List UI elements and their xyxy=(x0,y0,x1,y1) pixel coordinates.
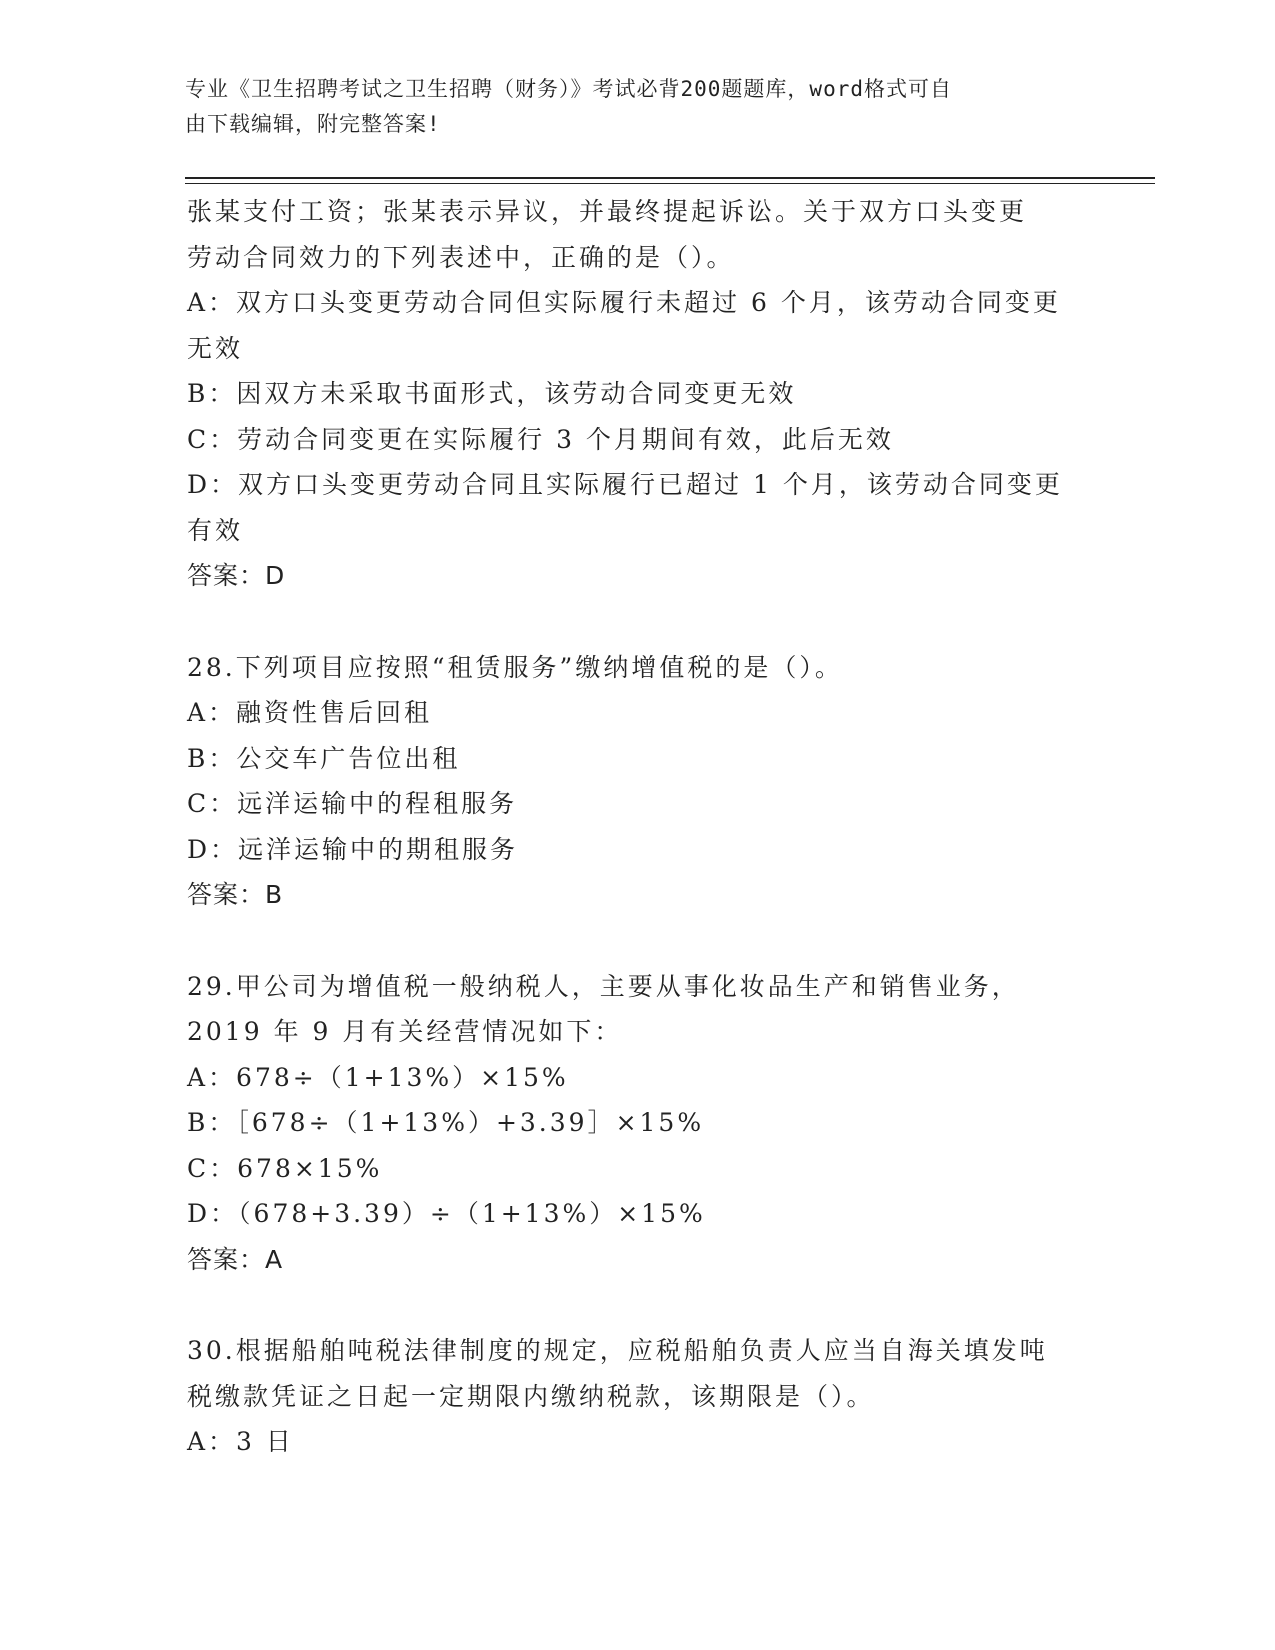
option-b: B：公交车广告位出租 xyxy=(187,743,461,773)
option-a: 无效 xyxy=(187,333,244,363)
answer: 答案：D xyxy=(187,561,286,590)
answer: 答案：A xyxy=(187,1244,284,1274)
question-stem: 2019 年 9 月有关经营情况如下： xyxy=(187,1017,623,1046)
option-c: C：678×15% xyxy=(187,1153,383,1183)
option-c: C：劳动合同变更在实际履行 3 个月期间有效，此后无效 xyxy=(187,424,894,454)
option-a: A：融资性售后回租 xyxy=(187,698,433,727)
header-line-1: 专业《卫生招聘考试之卫生招聘（财务）》考试必背200题题库，word格式可自 xyxy=(185,77,952,101)
option-a: A：678÷（1+13%）×15% xyxy=(187,1062,569,1092)
question-27 xyxy=(187,189,1087,599)
question-stem: 张某支付工资；张某表示异议，并最终提起诉讼。关于双方口头变更 xyxy=(187,197,1028,226)
option-d: D：（678+3.39）÷（1+13%）×15% xyxy=(187,1199,706,1228)
question-stem: 28.下列项目应按照“租赁服务”缴纳增值税的是（）。 xyxy=(187,652,843,682)
document-body xyxy=(187,189,1087,1465)
header-rule-thin xyxy=(185,183,1155,184)
option-b: B：因双方未采取书面形式，该劳动合同变更无效 xyxy=(187,379,797,408)
question-stem: 税缴款凭证之日起一定期限内缴纳税款，该期限是（）。 xyxy=(187,1381,875,1411)
option-d: D：双方口头变更劳动合同且实际履行已超过 1 个月，该劳动合同变更 xyxy=(187,470,1063,499)
option-a: A：3 日 xyxy=(187,1427,294,1456)
option-b: B：［678÷（1+13%）+3.39］×15% xyxy=(187,1108,705,1137)
option-c: C：远洋运输中的程租服务 xyxy=(187,789,518,818)
document-header xyxy=(185,72,1085,142)
option-d: 有效 xyxy=(187,515,244,545)
option-a: A：双方口头变更劳动合同但实际履行未超过 6 个月，该劳动合同变更 xyxy=(187,288,1061,317)
question-30 xyxy=(187,1328,1087,1465)
question-28 xyxy=(187,645,1087,918)
header-rule-thick xyxy=(185,177,1155,179)
question-stem: 29.甲公司为增值税一般纳税人，主要从事化妆品生产和销售业务， xyxy=(187,971,1020,1001)
question-stem: 30.根据船舶吨税法律制度的规定，应税船舶负责人应当自海关填发吨 xyxy=(187,1336,1048,1365)
option-d: D：远洋运输中的期租服务 xyxy=(187,834,519,864)
question-stem: 劳动合同效力的下列表述中，正确的是（）。 xyxy=(187,242,735,272)
question-29 xyxy=(187,964,1087,1283)
answer: 答案：B xyxy=(187,880,284,909)
header-line-2: 由下载编辑，附完整答案! xyxy=(185,112,441,136)
